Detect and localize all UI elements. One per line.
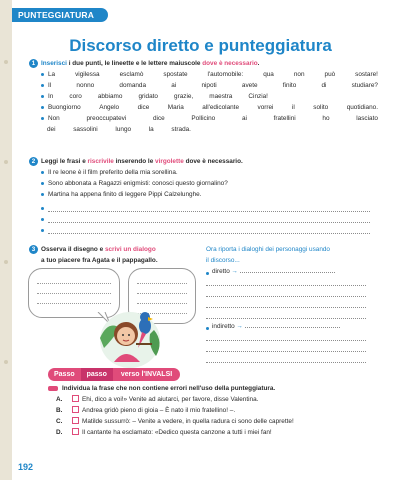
word: esclamò: [119, 71, 144, 78]
word: ho: [322, 115, 330, 122]
arrow-right-icon: →: [231, 268, 238, 275]
list-item: Martina ha appena finito di leggere Pippi Calzelunghe.: [41, 189, 370, 200]
indirect-speech-row: [206, 321, 366, 332]
word: non: [293, 71, 305, 78]
checkbox[interactable]: [72, 417, 79, 424]
indirect-speech-label: indiretto: [206, 323, 235, 330]
word: vigilessa: [75, 71, 100, 78]
margin-dot: [4, 60, 8, 64]
exercise-number: 1: [29, 59, 38, 68]
word: dice: [152, 115, 165, 122]
word: Maria: [167, 104, 184, 111]
word: La: [48, 71, 56, 78]
word: ai: [171, 82, 177, 89]
word: lasciato: [356, 115, 378, 122]
option-letter: D.: [56, 429, 63, 436]
tag-part: verso l'INVALSI: [113, 368, 180, 381]
girl-with-parrot-illustration: [90, 300, 170, 370]
word: all'edicolante: [202, 104, 240, 111]
word: Pollicino: [191, 115, 216, 122]
column-instruction: il discorso...: [206, 257, 240, 264]
word: spostate: [163, 71, 188, 78]
answer-line: [137, 293, 187, 294]
list-item: [41, 80, 378, 91]
instruction-end: dove è necessario.: [183, 158, 243, 165]
answer-line[interactable]: [30, 203, 370, 214]
exercise-2: [30, 156, 370, 236]
instruction-text: Osserva il disegno e: [41, 246, 105, 253]
answer-line[interactable]: [245, 322, 340, 328]
word: l'automobile:: [207, 71, 244, 78]
word: il: [291, 104, 295, 111]
instruction-end: .: [257, 60, 260, 67]
checkbox[interactable]: [72, 428, 79, 435]
instruction-text: inserendo le: [113, 158, 156, 165]
answer-line[interactable]: [206, 354, 366, 365]
tag-part: passo: [81, 368, 113, 381]
word: studiare?: [351, 82, 378, 89]
list-item: [41, 102, 378, 113]
answer-line: [137, 283, 187, 284]
exercise-1: [30, 58, 378, 135]
option-letter: B.: [56, 407, 63, 414]
instruction-text: i due punti, le lineette e le lettere maiuscole: [66, 60, 203, 67]
option-letter: C.: [56, 418, 63, 425]
exercise-instruction-2: a tuo piacere fra Agata e il pappagallo.: [41, 257, 158, 264]
word: preoccupatevi: [86, 115, 127, 122]
word: domanda: [119, 82, 147, 89]
answer-line[interactable]: [30, 225, 370, 236]
exercise-instruction: [48, 383, 378, 394]
option-text: Andrea gridò pieno di gioia – È nato il mio fratellino! –.: [82, 407, 236, 414]
page-number: 192: [18, 462, 34, 472]
exercise-number: 3: [29, 245, 38, 254]
margin-dot: [4, 260, 8, 264]
checkbox[interactable]: [72, 395, 79, 402]
invalsi-exercise: [48, 383, 378, 438]
word: Cinzia!: [248, 93, 268, 100]
instruction-text: Individua la frase che non contiene errori nell'uso della punteggiatura.: [62, 385, 276, 392]
word: nonno: [76, 82, 95, 89]
answer-line[interactable]: [206, 299, 366, 310]
answer-line[interactable]: [30, 214, 370, 225]
instruction-verb: Inserisci: [41, 60, 67, 67]
word: lungo: [115, 126, 132, 133]
word: ai: [241, 115, 247, 122]
answer-line[interactable]: [206, 343, 366, 354]
sentence-continuation: [41, 124, 191, 135]
answer-option-a[interactable]: [48, 394, 378, 405]
word: In: [48, 93, 54, 100]
word: qua: [263, 71, 274, 78]
answer-line[interactable]: [240, 267, 335, 273]
exercise-instruction: [30, 244, 200, 255]
word: fratellini: [273, 115, 296, 122]
instruction-highlight: virgolette: [155, 158, 184, 165]
sentence-list: [30, 167, 370, 200]
answer-option-d[interactable]: [48, 427, 378, 438]
invalsi-tag: [48, 368, 180, 381]
word: abbiamo: [97, 93, 123, 100]
margin-dot: [4, 360, 8, 364]
option-text: Matilde sussurrò: – Venite a vedere, in quella radura ci sono delle caprette!: [82, 418, 294, 425]
word: la: [148, 126, 154, 133]
exercise-number: 2: [29, 157, 38, 166]
exercise-instruction: [30, 156, 370, 167]
word: grazie,: [174, 93, 194, 100]
answer-option-b[interactable]: [48, 405, 378, 416]
word: avete: [241, 82, 258, 89]
answer-line[interactable]: [206, 310, 366, 321]
word: solito: [313, 104, 329, 111]
sentence-list: [30, 69, 378, 124]
list-item: Il re leone è il film preferito della mia sorellina.: [41, 167, 370, 178]
instruction-text: Leggi le frasi e: [41, 158, 88, 165]
word: nipoti: [201, 82, 217, 89]
page-title: Discorso diretto e punteggiatura: [69, 36, 332, 55]
word: maestra: [209, 93, 233, 100]
word: di: [321, 82, 327, 89]
word: sassolini: [73, 126, 98, 133]
list-item: Sono abbonata a Ragazzi enigmisti: conosci questo giornalino?: [41, 178, 370, 189]
word: gridato: [138, 93, 158, 100]
word: finito: [282, 82, 297, 89]
option-text: Il cantante ha esclamato: «Dedico questa canzone a tutti i miei fan!: [82, 429, 272, 436]
answer-line[interactable]: [206, 288, 366, 299]
checkbox[interactable]: [72, 406, 79, 413]
answer-line[interactable]: [206, 332, 366, 343]
word: Buongiorno: [48, 104, 81, 111]
word: Angelo: [99, 104, 120, 111]
answer-line[interactable]: [206, 277, 366, 288]
word: vorrei: [257, 104, 274, 111]
exercise-instruction: [30, 58, 370, 69]
word: strada.: [171, 126, 191, 133]
word: può: [324, 71, 336, 78]
column-instruction: Ora riporta i dialoghi dei personaggi usando: [206, 246, 330, 253]
exercise-3: [30, 244, 200, 266]
word: dice: [137, 104, 150, 111]
direct-speech-row: [206, 266, 366, 277]
instruction-highlight: scrivi un dialogo: [104, 246, 156, 253]
pencil-arrow-icon: [48, 386, 58, 391]
list-item: [41, 113, 378, 124]
answer-line: [37, 283, 111, 284]
tag-part: Passo: [48, 368, 81, 381]
list-item: [41, 69, 378, 80]
answer-option-c[interactable]: [48, 416, 378, 427]
list-item: [41, 91, 370, 102]
word: coro: [69, 93, 82, 100]
option-text: Ehi, dico a voi!» Venite ad aiutarci, per favore, disse Valentina.: [82, 396, 259, 403]
word: quotidiano.: [346, 104, 378, 111]
margin-dot: [4, 160, 8, 164]
word: Il: [48, 82, 52, 89]
arrow-right-icon: →: [236, 323, 243, 330]
option-letter: A.: [56, 396, 63, 403]
section-tag: PUNTEGGIATURA: [12, 8, 108, 22]
instruction-highlight: riscrivile: [87, 158, 114, 165]
direct-speech-label: diretto: [206, 268, 230, 275]
word: dei: [47, 126, 56, 133]
page-margin-strip: [0, 0, 12, 480]
instruction-highlight: dove è necessario: [202, 60, 258, 67]
word: sostare!: [355, 71, 378, 78]
word: Non: [48, 115, 60, 122]
answer-line: [37, 293, 111, 294]
dialogue-answer-column: [206, 244, 366, 365]
